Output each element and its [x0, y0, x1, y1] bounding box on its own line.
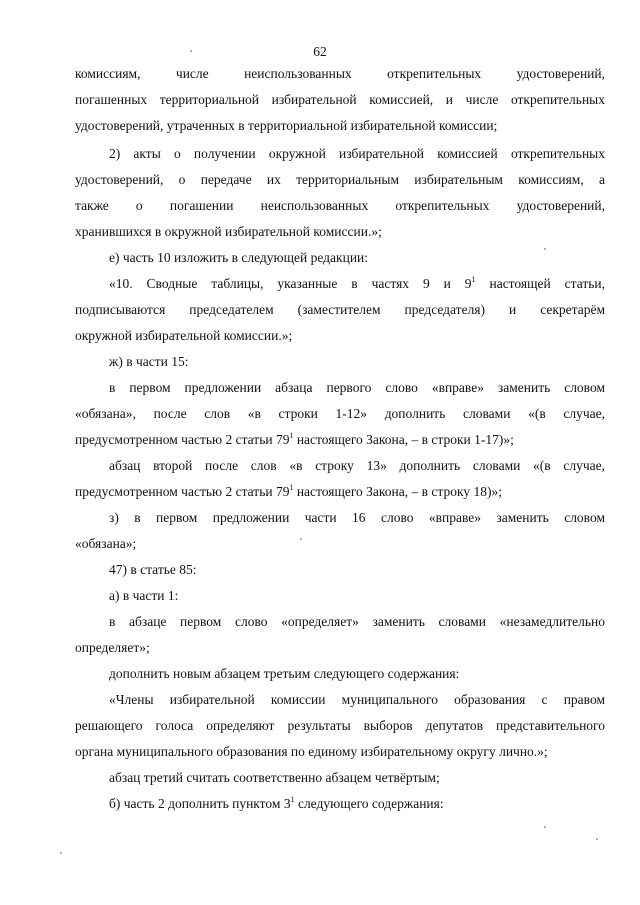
text-line: дополнить новым абзацем третьим следующего содержания: [109, 666, 460, 681]
text-line: «Члены избирательной комиссии муниципального образования с правом [109, 692, 605, 707]
text-line: «обязана», после слов «в строки 1-12» дополнить словами «(в случае, [75, 406, 605, 421]
text-line: абзац второй после слов «в строку 13» дополнить словами «(в случае, [109, 458, 605, 473]
text-line: «10. Сводные таблицы, указанные в частях 9 и $9^1$ настоящей статьи, [109, 275, 605, 291]
text-line: ж) в части 15: [109, 354, 189, 369]
text-line: хранившихся в окружной избирательной комиссии.»; [75, 224, 382, 239]
text-line: определяет»; [75, 640, 150, 655]
text-line: решающего голоса определяют результаты выборов депутатов представительного [75, 718, 605, 733]
text-line: комиссиям, числе неиспользованных открепительных удостоверений, [75, 66, 605, 81]
text-line: а) в части 1: [109, 588, 179, 603]
scan-speck [596, 838, 598, 840]
text-line: предусмотренном частью 2 статьи $79^1$ настоящего Закона, – в строку 18)»; [75, 483, 502, 499]
scan-speck [544, 826, 546, 828]
scan-speck [190, 50, 192, 52]
text-line: 2) акты о получении окружной избирательной комиссией открепительных [109, 146, 605, 161]
text-line: б) часть 2 дополнить пунктом $3^1$ следующего содержания: [109, 795, 444, 811]
text-line: з) в первом предложении части 16 слово «вправе» заменить словом [109, 510, 605, 525]
scan-speck [60, 852, 62, 854]
page-number: 62 [313, 44, 327, 59]
text-line: «обязана»; [75, 536, 137, 551]
text-line: удостоверений, утраченных в территориальной избирательной комиссии; [75, 118, 498, 133]
text-line: окружной избирательной комиссии.»; [75, 328, 293, 343]
text-line: в первом предложении абзаца первого слово «вправе» заменить словом [109, 380, 605, 395]
text-line: органа муниципального образования по единому избирательному округу лично.»; [75, 744, 548, 759]
text-line: удостоверений, о передаче их территориальным избирательным комиссиям, а [75, 172, 605, 187]
text-line: также о погашении неиспользованных открепительных удостоверений, [75, 198, 605, 213]
text-line: погашенных территориальной избирательной комиссией, и числе открепительных [75, 92, 605, 107]
text-line: абзац третий считать соответственно абзацем четвёртым; [109, 770, 440, 785]
scan-speck [300, 538, 302, 540]
text-line: в абзаце первом слово «определяет» заменить словами «незамедлительно [109, 614, 605, 629]
scan-speck [544, 248, 546, 250]
text-line: предусмотренном частью 2 статьи $79^1$ настоящего Закона, – в строки 1-17)»; [75, 431, 514, 447]
text-line: подписываются председателем (заместителем председателя) и секретарём [75, 302, 605, 317]
text-line: 47) в статье 85: [109, 562, 197, 577]
text-line: е) часть 10 изложить в следующей редакции: [109, 250, 369, 265]
